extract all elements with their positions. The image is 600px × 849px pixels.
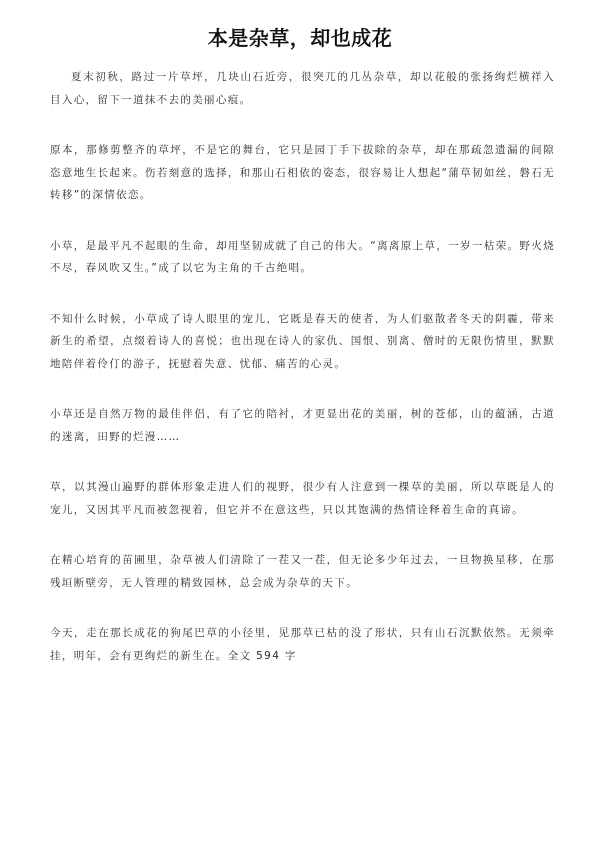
paragraph-7: 在精心培育的苗圃里，杂草被人们清除了一茬又一茬，但无论多少年过去，一旦物换星移，在那残垣断壁旁，无人管理的精致园林，总会成为杂草的天下。 [50, 554, 555, 589]
paragraph-2: 原本，那修剪整齐的草坪，不是它的舞台，它只是园丁手下拔除的杂草，却在那疏忽遗漏的间隙恣意地生长起来。伤若刻意的选择，和那山石相依的姿态，很容易让人想起“蒲草韧如丝，磐石无转移”的深情依恋。 [50, 144, 555, 201]
paragraph-4: 不知什么时候，小草成了诗人眼里的宠儿，它既是春天的使者，为人们驱散者冬天的阴霾，带来新生的希望，点缀着诗人的喜悦；也出现在诗人的家仇、国恨、别离、僧时的无限伤情里，默默地陪伴着伶仃的游子，抚慰着失意、忧郁、痛苦的心灵。 [50, 312, 555, 370]
paragraph-5: 小草还是自然万物的最佳伴侣，有了它的陪衬，才更显出花的美丽，树的苍郁，山的蕴涵，古道的迷离，田野的烂漫…… [50, 408, 555, 443]
paragraph-1: 夏末初秋，路过一片草坪，几块山石近旁，很突兀的几丛杂草，却以花般的张扬绚烂横祥入目入心，留下一道抹不去的美丽心痕。 [50, 71, 555, 106]
paragraph-3: 小草，是最平凡不起眼的生命，却用坚韧成就了自己的伟大。“离离原上草，一岁一枯荣。野火烧不尽，春风吹又生。”成了以它为主角的千古绝唱。 [50, 239, 555, 274]
paragraph-8: 今天，走在那长成花的狗尾巴草的小径里，见那草已枯的没了形状，只有山石沉默依然。无须牵挂，明年，会有更绚烂的新生在。全文 594 字 [50, 627, 555, 662]
document-title: 本是杂草，却也成花 [207, 26, 393, 50]
paragraph-6: 草，以其漫山遍野的群体形象走进人们的视野，很少有人注意到一棵草的美丽，所以草既是人的宠儿，又因其平凡而被忽视着，但它并不在意这些，只以其饱满的热情诠释着生命的真谛。 [50, 481, 555, 516]
document-body [50, 66, 555, 695]
